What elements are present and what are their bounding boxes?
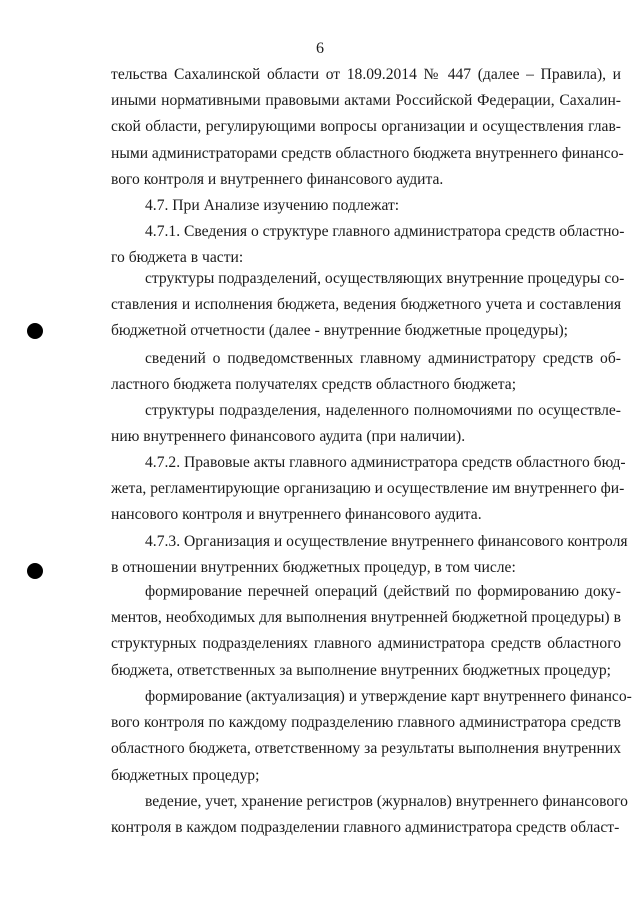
text-line: го бюджета в части:: [111, 249, 244, 267]
text-line: тельства Сахалинской области от 18.09.2014 № 447 (далее – Правила), и: [111, 66, 621, 83]
paragraph: [111, 684, 632, 789]
text-line: контроля в каждом подразделении главного администратора средств област-: [111, 819, 620, 837]
paragraph: [111, 193, 621, 219]
punch-hole-bottom: [27, 563, 43, 579]
text-line: 4.7. При Анализе изучению подлежат:: [145, 197, 400, 214]
paragraph: [111, 450, 626, 529]
text-line: 4.7.1. Сведения о структуре главного администратора средств областно-: [145, 223, 625, 240]
text-line: вого контроля и внутреннего финансового аудита.: [111, 170, 444, 188]
text-line: нию внутреннего финансового аудита (при наличии).: [111, 428, 466, 446]
text-line: областного бюджета, ответственному за результаты выполнения внутренних: [111, 740, 621, 758]
text-line: ведение, учет, хранение регистров (журналов) внутреннего финансового: [145, 793, 628, 810]
punch-hole-top: [27, 323, 43, 339]
page-number: 6: [316, 40, 324, 57]
text-line: структуры подразделений, осуществляющих внутренние процедуры со-: [145, 270, 625, 287]
paragraph: [111, 398, 621, 450]
text-line: ластного бюджета получателях средств областного бюджета;: [111, 376, 517, 394]
text-line: иными нормативными правовыми актами Российской Федерации, Сахалин-: [111, 92, 621, 110]
text-line: структуры подразделения, наделенного полномочиями по осуществле-: [145, 402, 621, 419]
text-line: ставления и исполнения бюджета, ведения бюджетного учета и составления: [111, 296, 621, 314]
text-line: бюджетных процедур;: [111, 766, 260, 784]
text-line: 4.7.3. Организация и осуществление внутреннего финансового контроля: [145, 533, 628, 550]
text-line: бюджета, ответственных за выполнение внутренних бюджетных процедур;: [111, 661, 612, 679]
text-line: бюджетной отчетности (далее - внутренние бюджетные процедуры);: [111, 322, 568, 340]
paragraph: [111, 266, 625, 345]
text-line: ными администраторами средств областного бюджета внутреннего финансо-: [111, 144, 624, 162]
text-line: вого контроля по каждому подразделению главного администратора средств: [111, 714, 621, 732]
paragraph: [111, 219, 625, 271]
text-line: ской области, регулирующими вопросы организации и осуществления глав-: [111, 118, 621, 136]
text-line: 4.7.2. Правовые акты главного администратора средств областного бюд-: [145, 454, 626, 471]
text-line: структурных подразделениях главного администратора средств областного: [111, 635, 621, 653]
paragraph: [111, 529, 628, 581]
paragraph: [111, 789, 628, 841]
text-line: формирование (актуализация) и утверждение карт внутреннего финансо-: [145, 688, 632, 705]
text-line: формирование перечней операций (действий по формированию доку-: [145, 583, 621, 600]
text-line: ментов, необходимых для выполнения внутренней бюджетной процедуры) в: [111, 609, 621, 627]
paragraph: [111, 62, 624, 193]
text-line: в отношении внутренних бюджетных процедур, в том числе:: [111, 559, 516, 577]
paragraph: [111, 579, 621, 684]
text-line: сведений о подведомственных главному администратору средств об-: [145, 350, 621, 367]
paragraph: [111, 346, 621, 398]
text-line: нансового контроля и внутреннего финансового аудита.: [111, 506, 482, 524]
text-line: жета, регламентирующие организацию и осуществление им внутреннего фи-: [111, 480, 625, 498]
